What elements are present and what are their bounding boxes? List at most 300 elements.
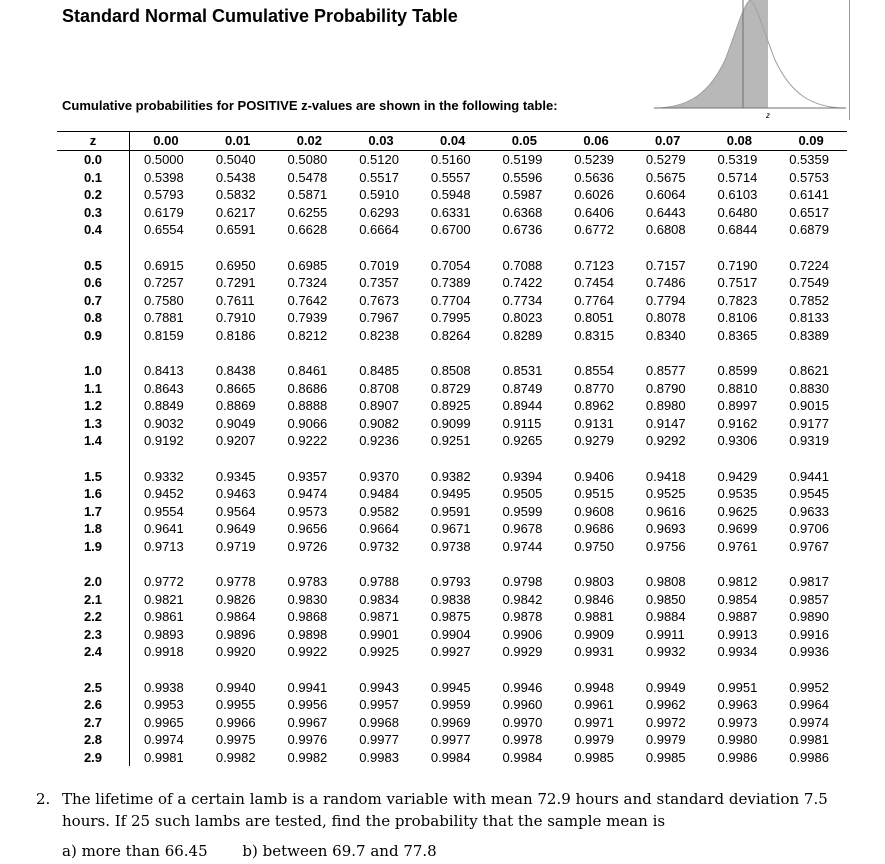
table-cell: 0.5832 xyxy=(215,187,256,202)
table-cell: 0.8770 xyxy=(574,380,614,396)
z-value: 2.8 xyxy=(57,731,130,749)
table-cell: 0.9911 xyxy=(645,626,685,642)
table-cell: 0.8686 xyxy=(287,380,328,396)
table-cell: 0.9515 xyxy=(574,486,614,501)
table-cell: 0.5080 xyxy=(287,152,328,167)
table-cell: 0.6406 xyxy=(574,204,614,220)
header-col: 0.03 xyxy=(345,132,417,151)
table-cell: 0.8078 xyxy=(645,310,686,325)
table-cell: 0.6141 xyxy=(789,187,829,202)
problem-parts xyxy=(62,840,856,862)
table-cell: 0.6293 xyxy=(359,204,399,220)
table-cell: 0.8888 xyxy=(287,398,328,413)
problem-number: 2. xyxy=(36,790,51,808)
table-cell: 0.9981 xyxy=(789,732,829,747)
table-cell: 0.9545 xyxy=(789,486,829,501)
table-cell: 0.8869 xyxy=(215,398,256,413)
table-cell: 0.5120 xyxy=(359,152,399,167)
table-cell: 0.9099 xyxy=(430,415,471,431)
table-cell: 0.8264 xyxy=(430,327,471,343)
table-cell: 0.8577 xyxy=(645,363,686,378)
table-cell: 0.9936 xyxy=(789,644,829,659)
z-value: 0.4 xyxy=(57,221,130,239)
table-cell: 0.7088 xyxy=(502,257,543,273)
table-cell: 0.6103 xyxy=(717,187,758,202)
table-cell: 0.9783 xyxy=(287,574,328,589)
table-cell: 0.9803 xyxy=(574,574,614,589)
table-cell: 0.9960 xyxy=(502,697,543,712)
z-value: 0.9 xyxy=(57,327,130,345)
table-cell: 0.7823 xyxy=(717,292,758,308)
table-cell: 0.9015 xyxy=(789,398,829,413)
z-value: 2.9 xyxy=(57,749,130,767)
table-cell: 0.9982 xyxy=(215,749,256,765)
table-cell: 0.6331 xyxy=(430,204,471,220)
table-row xyxy=(57,520,847,538)
header-col: 0.08 xyxy=(704,132,776,151)
table-cell: 0.5793 xyxy=(144,187,184,202)
page-title: Standard Normal Cumulative Probability Table xyxy=(62,6,458,26)
table-cell: 0.9961 xyxy=(574,697,614,712)
table-cell: 0.9854 xyxy=(717,591,758,607)
table-cell: 0.5478 xyxy=(287,169,328,185)
table-cell: 0.9162 xyxy=(717,415,758,431)
table-cell: 0.9279 xyxy=(574,433,614,448)
table-cell: 0.8790 xyxy=(645,380,686,396)
z-value: 0.8 xyxy=(57,309,130,327)
table-cell: 0.8212 xyxy=(287,327,328,343)
table-cell: 0.6554 xyxy=(144,222,184,237)
table-cell: 0.9441 xyxy=(789,468,829,484)
table-cell: 0.5596 xyxy=(502,169,543,185)
table-cell: 0.5359 xyxy=(789,152,829,167)
table-row xyxy=(57,591,847,609)
table-cell: 0.9505 xyxy=(502,486,543,501)
table-cell: 0.7704 xyxy=(430,292,471,308)
table-row xyxy=(57,468,847,486)
table-cell: 0.6591 xyxy=(215,222,256,237)
table-row xyxy=(57,257,847,275)
table-cell: 0.9956 xyxy=(287,697,328,712)
table-cell: 0.9975 xyxy=(215,732,256,747)
table-row xyxy=(57,679,847,697)
table-cell: 0.7291 xyxy=(215,275,256,290)
table-cell: 0.6950 xyxy=(215,257,256,273)
z-value: 1.7 xyxy=(57,503,130,521)
table-row xyxy=(57,204,847,222)
table-cell: 0.8186 xyxy=(215,327,256,343)
table-cell: 0.9838 xyxy=(430,591,471,607)
table-cell: 0.9966 xyxy=(215,714,256,730)
table-cell: 0.9625 xyxy=(717,503,758,519)
table-row xyxy=(57,380,847,398)
table-cell: 0.9977 xyxy=(359,732,399,747)
table-cell: 0.9868 xyxy=(287,609,328,624)
table-cell: 0.9032 xyxy=(144,415,184,431)
table-cell: 0.5910 xyxy=(359,187,399,202)
table-cell: 0.9976 xyxy=(287,732,328,747)
table-cell: 0.5040 xyxy=(215,152,256,167)
table-cell: 0.9693 xyxy=(645,521,686,536)
table-cell: 0.9649 xyxy=(215,521,256,536)
table-cell: 0.7967 xyxy=(359,310,399,325)
table-cell: 0.9699 xyxy=(717,521,758,536)
table-cell: 0.9978 xyxy=(502,732,543,747)
z-value: 1.8 xyxy=(57,520,130,538)
table-cell: 0.7019 xyxy=(359,257,399,273)
table-cell: 0.5557 xyxy=(430,169,471,185)
table-cell: 0.9357 xyxy=(287,468,328,484)
table-cell: 0.7389 xyxy=(430,275,471,290)
part-a: a) more than 66.45 xyxy=(62,842,208,860)
table-row xyxy=(57,485,847,503)
table-cell: 0.8289 xyxy=(502,327,543,343)
table-cell: 0.9713 xyxy=(144,538,184,554)
table-cell: 0.5160 xyxy=(430,152,471,167)
table-row xyxy=(57,749,847,767)
table-row xyxy=(57,292,847,310)
table-cell: 0.6064 xyxy=(645,187,686,202)
table-cell: 0.9656 xyxy=(287,521,328,536)
table-cell: 0.9984 xyxy=(502,749,543,765)
table-cell: 0.9265 xyxy=(502,433,543,448)
header-col: 0.00 xyxy=(130,132,202,151)
table-row xyxy=(57,538,847,556)
table-cell: 0.9719 xyxy=(215,538,256,554)
table-cell: 0.9898 xyxy=(287,626,328,642)
table-cell: 0.9222 xyxy=(287,433,328,448)
table-cell: 0.8599 xyxy=(717,363,758,378)
z-value: 2.6 xyxy=(57,696,130,714)
table-cell: 0.9982 xyxy=(287,749,328,765)
group-spacer xyxy=(57,344,847,362)
table-cell: 0.8980 xyxy=(645,398,686,413)
table-cell: 0.9955 xyxy=(215,697,256,712)
table-row xyxy=(57,415,847,433)
table-row xyxy=(57,503,847,521)
table-cell: 0.9495 xyxy=(430,486,471,501)
table-cell: 0.8051 xyxy=(574,310,614,325)
table-cell: 0.9066 xyxy=(287,415,328,431)
table-cell: 0.9192 xyxy=(144,433,184,448)
table-cell: 0.8997 xyxy=(717,398,758,413)
table-cell: 0.9984 xyxy=(430,749,471,765)
table-cell: 0.6879 xyxy=(789,222,829,237)
table-cell: 0.8554 xyxy=(574,363,614,378)
table-cell: 0.8810 xyxy=(717,380,758,396)
table-cell: 0.9940 xyxy=(215,679,256,695)
table-cell: 0.6985 xyxy=(287,257,328,273)
table-cell: 0.9979 xyxy=(645,732,686,747)
table-cell: 0.6664 xyxy=(359,222,399,237)
z-value: 0.2 xyxy=(57,186,130,204)
table-cell: 0.8238 xyxy=(359,327,399,343)
table-cell: 0.9671 xyxy=(430,521,471,536)
table-cell: 0.7123 xyxy=(574,257,614,273)
table-cell: 0.8340 xyxy=(645,327,686,343)
z-value: 2.7 xyxy=(57,714,130,732)
table-row xyxy=(57,169,847,187)
table-cell: 0.9893 xyxy=(144,626,184,642)
table-cell: 0.9953 xyxy=(144,697,184,712)
table-cell: 0.5279 xyxy=(645,152,686,167)
table-cell: 0.7580 xyxy=(144,292,184,308)
table-cell: 0.9582 xyxy=(359,503,399,519)
table-cell: 0.6368 xyxy=(502,204,543,220)
table-cell: 0.7190 xyxy=(717,257,758,273)
table-cell: 0.8365 xyxy=(717,327,758,343)
table-cell: 0.8621 xyxy=(789,363,829,378)
table-cell: 0.5714 xyxy=(717,169,758,185)
table-cell: 0.9946 xyxy=(502,679,543,695)
table-cell: 0.9878 xyxy=(502,609,543,624)
table-cell: 0.6443 xyxy=(645,204,686,220)
table-cell: 0.9049 xyxy=(215,415,256,431)
table-cell: 0.9418 xyxy=(645,468,686,484)
table-row xyxy=(57,714,847,732)
table-cell: 0.9857 xyxy=(789,591,829,607)
header-col: 0.05 xyxy=(489,132,561,151)
header-col: 0.06 xyxy=(560,132,632,151)
table-cell: 0.8485 xyxy=(359,363,399,378)
table-cell: 0.8830 xyxy=(789,380,829,396)
header-row xyxy=(57,132,847,151)
header-col: 0.04 xyxy=(417,132,489,151)
table-cell: 0.6700 xyxy=(430,222,471,237)
table-cell: 0.9896 xyxy=(215,626,256,642)
table-cell: 0.6517 xyxy=(789,204,829,220)
table-cell: 0.9971 xyxy=(574,714,614,730)
table-row xyxy=(57,221,847,239)
table-cell: 0.5199 xyxy=(502,152,543,167)
table-cell: 0.6255 xyxy=(287,204,328,220)
table-cell: 0.7995 xyxy=(430,310,471,325)
table-cell: 0.9812 xyxy=(717,574,758,589)
table-cell: 0.7939 xyxy=(287,310,328,325)
table-cell: 0.8023 xyxy=(502,310,543,325)
table-cell: 0.9951 xyxy=(717,679,758,695)
table-cell: 0.9983 xyxy=(359,749,399,765)
table-cell: 0.9573 xyxy=(287,503,328,519)
table-cell: 0.9115 xyxy=(502,415,542,431)
table-cell: 0.9943 xyxy=(359,679,399,695)
table-cell: 0.8944 xyxy=(502,398,543,413)
z-value: 1.6 xyxy=(57,485,130,503)
group-spacer xyxy=(57,661,847,679)
table-cell: 0.9957 xyxy=(359,697,399,712)
table-cell: 0.9834 xyxy=(359,591,399,607)
table-cell: 0.5753 xyxy=(789,169,829,185)
table-cell: 0.6772 xyxy=(574,222,614,237)
table-cell: 0.8133 xyxy=(789,310,829,325)
table-cell: 0.6480 xyxy=(717,204,758,220)
table-cell: 0.9319 xyxy=(789,433,829,448)
table-cell: 0.9918 xyxy=(144,644,184,659)
table-cell: 0.9881 xyxy=(574,609,614,624)
table-cell: 0.5675 xyxy=(645,169,686,185)
table-cell: 0.8438 xyxy=(215,363,256,378)
table-cell: 0.9949 xyxy=(645,679,686,695)
z-value: 1.5 xyxy=(57,468,130,486)
table-cell: 0.8315 xyxy=(574,327,614,343)
table-row xyxy=(57,362,847,380)
z-value: 0.5 xyxy=(57,257,130,275)
header-col: 0.02 xyxy=(274,132,346,151)
z-value: 1.9 xyxy=(57,538,130,556)
table-cell: 0.9850 xyxy=(645,591,686,607)
header-z: z xyxy=(57,132,130,151)
table-cell: 0.9986 xyxy=(717,749,758,765)
table-cell: 0.9977 xyxy=(430,732,471,747)
table-cell: 0.7422 xyxy=(502,275,543,290)
table-cell: 0.9934 xyxy=(717,644,758,659)
table-row xyxy=(57,573,847,591)
table-row xyxy=(57,327,847,345)
table-cell: 0.9332 xyxy=(144,468,184,484)
table-cell: 0.9932 xyxy=(645,644,686,659)
table-cell: 0.9633 xyxy=(789,503,829,519)
table-cell: 0.7764 xyxy=(574,292,614,308)
table-row xyxy=(57,643,847,661)
table-cell: 0.7852 xyxy=(789,292,829,308)
table-cell: 0.9904 xyxy=(430,626,471,642)
table-cell: 0.9964 xyxy=(789,697,829,712)
z-value: 2.5 xyxy=(57,679,130,697)
table-cell: 0.9463 xyxy=(215,486,256,501)
table-cell: 0.7642 xyxy=(287,292,328,308)
table-cell: 0.9887 xyxy=(717,609,758,624)
table-cell: 0.9664 xyxy=(359,521,399,536)
table-cell: 0.5948 xyxy=(430,187,471,202)
table-cell: 0.9370 xyxy=(359,468,399,484)
table-subtitle: Cumulative probabilities for POSITIVE z-values are shown in the following table: xyxy=(62,98,558,113)
table-cell: 0.5438 xyxy=(215,169,256,185)
table-cell: 0.6026 xyxy=(574,187,614,202)
table-cell: 0.9306 xyxy=(717,433,758,448)
table-cell: 0.9952 xyxy=(789,679,829,695)
table-cell: 0.8508 xyxy=(430,363,471,378)
table-row xyxy=(57,151,847,169)
table-cell: 0.8461 xyxy=(287,363,328,378)
table-cell: 0.9564 xyxy=(215,503,256,519)
table-cell: 0.7549 xyxy=(789,275,829,290)
table-cell: 0.9591 xyxy=(430,503,471,519)
table-cell: 0.9986 xyxy=(789,749,829,765)
table-cell: 0.9846 xyxy=(574,591,614,607)
group-spacer xyxy=(57,450,847,468)
table-cell: 0.9808 xyxy=(645,574,686,589)
z-value: 1.2 xyxy=(57,397,130,415)
table-cell: 0.9345 xyxy=(215,468,256,484)
table-cell: 0.5636 xyxy=(574,169,614,185)
table-cell: 0.5871 xyxy=(287,187,328,202)
z-value: 0.1 xyxy=(57,169,130,187)
z-marker-label: z xyxy=(766,111,770,120)
table-cell: 0.9980 xyxy=(717,732,758,747)
table-cell: 0.7257 xyxy=(144,275,184,290)
table-cell: 0.9927 xyxy=(430,644,471,659)
table-cell: 0.9864 xyxy=(215,609,256,624)
table-cell: 0.8907 xyxy=(359,398,399,413)
z-value: 1.3 xyxy=(57,415,130,433)
table-cell: 0.9945 xyxy=(430,679,471,695)
table-cell: 0.9686 xyxy=(574,521,614,536)
table-cell: 0.9938 xyxy=(144,679,184,695)
table-cell: 0.9965 xyxy=(144,714,184,730)
table-cell: 0.7794 xyxy=(645,292,686,308)
problem-text: The lifetime of a certain lamb is a random variable with mean 72.9 hours and standard deviation 7.5 hours. If 25 such lambs are tested, find the probability that the sample mean is xyxy=(62,790,828,830)
table-row xyxy=(57,432,847,450)
table-cell: 0.9767 xyxy=(789,538,829,554)
table-cell: 0.9875 xyxy=(430,609,471,624)
z-value: 0.6 xyxy=(57,274,130,292)
table-cell: 0.9778 xyxy=(215,574,256,589)
table-cell: 0.9959 xyxy=(430,697,471,712)
table-cell: 0.8531 xyxy=(502,363,543,378)
table-cell: 0.9236 xyxy=(359,433,399,448)
table-cell: 0.9292 xyxy=(645,433,686,448)
table-cell: 0.9738 xyxy=(430,538,471,554)
table-cell: 0.7910 xyxy=(215,310,256,325)
table-cell: 0.6808 xyxy=(645,222,686,237)
table-cell: 0.7454 xyxy=(574,275,614,290)
table-cell: 0.7324 xyxy=(287,275,328,290)
table-cell: 0.6736 xyxy=(502,222,543,237)
table-cell: 0.9382 xyxy=(430,468,471,484)
table-cell: 0.9817 xyxy=(789,574,829,589)
table-cell: 0.8643 xyxy=(144,380,184,396)
table-cell: 0.5398 xyxy=(144,169,184,185)
table-row xyxy=(57,397,847,415)
table-cell: 0.9756 xyxy=(645,538,686,554)
table-cell: 0.9616 xyxy=(645,503,686,519)
table-cell: 0.9963 xyxy=(717,697,758,712)
table-row xyxy=(57,274,847,292)
z-value: 2.0 xyxy=(57,573,130,591)
table-cell: 0.5319 xyxy=(717,152,758,167)
table-cell: 0.9788 xyxy=(359,574,399,589)
table-row xyxy=(57,608,847,626)
table-cell: 0.5987 xyxy=(502,187,543,202)
z-value: 0.0 xyxy=(57,151,130,169)
table-cell: 0.9920 xyxy=(215,644,256,659)
table-cell: 0.5000 xyxy=(144,152,184,167)
z-value: 1.1 xyxy=(57,380,130,398)
table-cell: 0.9793 xyxy=(430,574,471,589)
table-cell: 0.8159 xyxy=(144,327,184,343)
table-cell: 0.9842 xyxy=(502,591,543,607)
table-cell: 0.9599 xyxy=(502,503,543,519)
table-cell: 0.6628 xyxy=(287,222,328,237)
table-cell: 0.9913 xyxy=(717,626,758,642)
table-cell: 0.8413 xyxy=(144,363,184,378)
normal-curve-illustration xyxy=(650,0,850,120)
table-cell: 0.9177 xyxy=(789,415,829,431)
table-cell: 0.8925 xyxy=(430,398,471,413)
part-b: b) between 69.7 and 77.8 xyxy=(242,842,437,860)
table-cell: 0.9967 xyxy=(287,714,328,730)
table-cell: 0.9906 xyxy=(502,626,543,642)
table-cell: 0.9979 xyxy=(574,732,614,747)
table-cell: 0.9861 xyxy=(144,609,184,624)
table-row xyxy=(57,696,847,714)
table-cell: 0.7157 xyxy=(645,257,686,273)
z-value: 0.7 xyxy=(57,292,130,310)
header-col: 0.07 xyxy=(632,132,704,151)
table-cell: 0.9929 xyxy=(502,644,543,659)
table-row xyxy=(57,731,847,749)
table-cell: 0.9973 xyxy=(717,714,758,730)
